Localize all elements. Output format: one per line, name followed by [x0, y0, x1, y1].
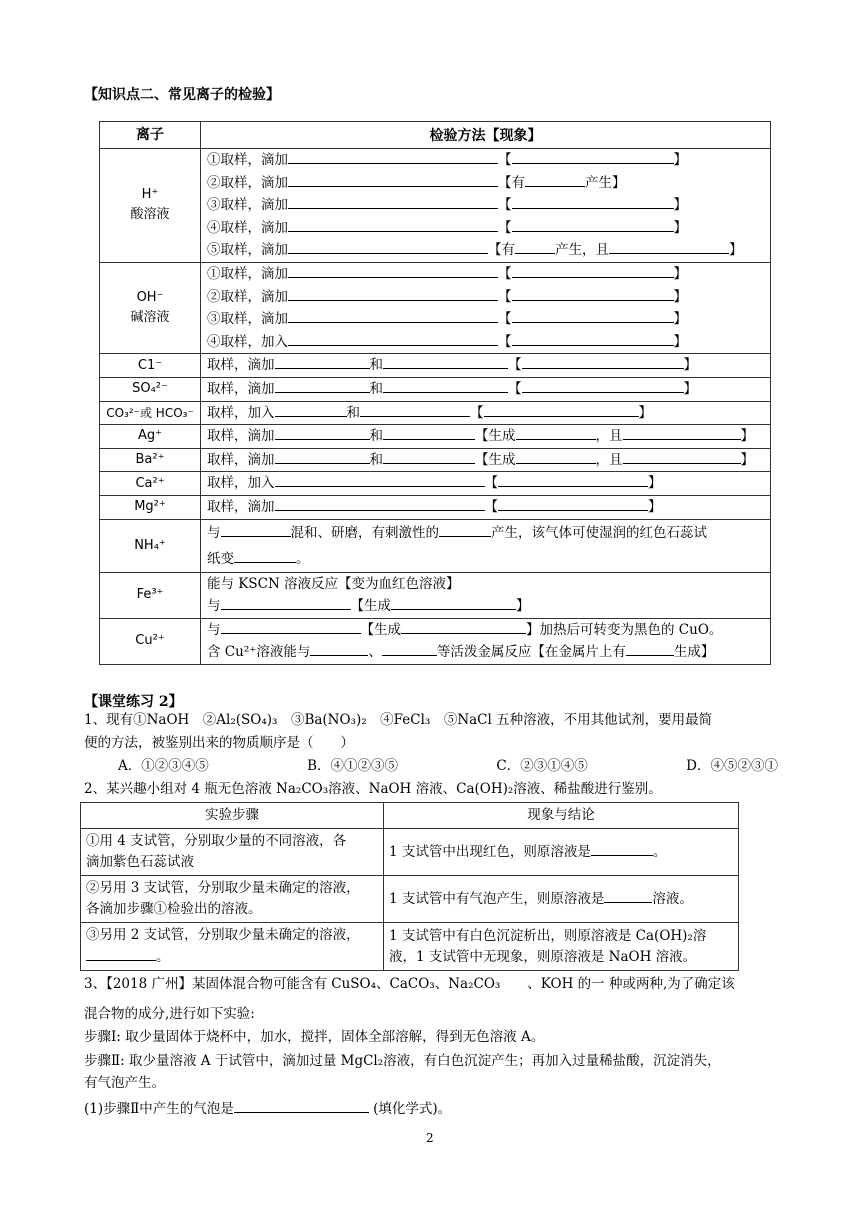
text: ④取样，加入 — [207, 333, 288, 350]
text: 1 支试管中出现红色，则原溶液是 — [389, 844, 591, 860]
text: 、 — [368, 644, 382, 661]
text: 】 — [673, 311, 687, 328]
text: 【生成 — [475, 428, 516, 445]
q3-sub1 — [84, 1098, 451, 1119]
blank[interactable] — [275, 496, 485, 511]
text: 【 — [498, 219, 512, 236]
text: 】 — [729, 242, 743, 259]
text: ①用 4 支试管，分别取少量的不同溶液，各 — [86, 833, 347, 849]
blank[interactable] — [516, 425, 596, 440]
header-result: 现象与结论 — [384, 803, 739, 829]
text: 【 — [484, 498, 498, 515]
method-cell — [201, 262, 771, 353]
table-row — [100, 495, 771, 519]
method-cell — [201, 572, 771, 618]
blank[interactable] — [221, 595, 351, 610]
text: 。 — [156, 949, 170, 965]
text: 产生，且 — [555, 242, 609, 259]
text: 能与 KSCN 溶液反应【变为血红色溶液】 — [207, 575, 460, 592]
blank[interactable] — [288, 172, 498, 187]
blank[interactable] — [275, 425, 370, 440]
text: 【 — [498, 311, 512, 328]
text: ①取样，滴加 — [207, 152, 288, 168]
table-header-row — [100, 122, 771, 149]
blank[interactable] — [512, 263, 674, 278]
text: ，且 — [595, 451, 623, 468]
text: 取样，加入 — [207, 404, 275, 421]
text: 【 — [498, 288, 512, 305]
ion-cell: Fe³⁺ — [100, 572, 201, 618]
table-row — [100, 262, 771, 353]
method-cell — [201, 149, 771, 263]
option-b[interactable]: B．④①②③⑤ — [307, 758, 399, 774]
blank[interactable] — [391, 595, 516, 610]
ion-cell — [100, 262, 201, 353]
blank[interactable] — [515, 239, 555, 254]
q2-line1: 2、某兴趣小组对 4 瓶无色溶液 Na₂CO₃溶液、NaOH 溶液、Ca(OH)₂溶液、稀盐酸进行鉴别。 — [84, 781, 662, 797]
blank[interactable] — [383, 378, 508, 393]
blank[interactable] — [512, 308, 674, 323]
text: 】 — [683, 357, 697, 374]
blank[interactable] — [221, 619, 361, 634]
text: 【 — [498, 197, 512, 214]
ion-cell: Mg²⁺ — [100, 495, 201, 519]
result-cell — [384, 876, 739, 923]
method-cell — [201, 401, 771, 425]
blank[interactable] — [516, 449, 596, 464]
result-cell — [384, 923, 739, 971]
blank[interactable] — [382, 641, 437, 656]
text: 【 — [498, 152, 512, 168]
text: 【有 — [488, 242, 515, 259]
ion-symbol: H⁺ — [141, 187, 159, 203]
q3-step1: 步骤Ⅰ: 取少量固体于烧杯中，加水，搅拌，固体全部溶解，得到无色溶液 A。 — [84, 1029, 545, 1045]
blank[interactable] — [288, 239, 488, 254]
text: 】 — [638, 404, 652, 421]
text: 【 — [508, 357, 522, 374]
blank[interactable] — [275, 472, 485, 487]
option-a[interactable]: A．①②③④⑤ — [118, 758, 209, 774]
table-row — [100, 401, 771, 425]
text: ②取样，滴加 — [207, 174, 288, 191]
text: 溶液。 — [652, 891, 693, 907]
blank[interactable] — [288, 286, 498, 301]
ion-symbol: OH⁻ — [136, 290, 164, 306]
table-row — [100, 149, 771, 263]
blank[interactable] — [623, 425, 741, 440]
text: 【 — [508, 380, 522, 397]
text: 含 Cu²⁺溶液能与 — [207, 644, 311, 661]
text: 取样，加入 — [207, 475, 275, 492]
text: 液，1 支试管中无现象，则原溶液是 NaOH 溶液。 — [389, 948, 697, 965]
blank[interactable] — [288, 194, 498, 209]
text: 。 — [652, 844, 667, 860]
text: 】 — [673, 333, 687, 350]
text: 生成】 — [673, 644, 715, 661]
experiment-table — [80, 802, 739, 971]
text: 【 — [498, 265, 512, 282]
blank[interactable] — [512, 149, 674, 164]
blank[interactable] — [512, 217, 674, 232]
option-d[interactable]: D．④⑤②③① — [686, 758, 778, 774]
blank[interactable] — [522, 354, 684, 369]
text: (1)步骤Ⅱ中产生的气泡是 — [84, 1101, 234, 1117]
ion-cell: Cu²⁺ — [100, 618, 201, 664]
text: 与 — [207, 598, 221, 615]
q3-step2a: 步骤Ⅱ: 取少量溶液 A 于试管中，滴加过量 MgCl₂溶液，有白色沉淀产生；再加入过量稀盐酸，沉淀消失， — [84, 1053, 721, 1069]
blank[interactable] — [383, 354, 508, 369]
table-row — [100, 377, 771, 401]
header-ion: 离子 — [100, 122, 201, 149]
section-title-ion-tests: 【知识点二、常见离子的检验】 — [84, 87, 280, 103]
text: 与 — [207, 621, 221, 638]
text: 和 — [369, 428, 383, 445]
text: 取样，滴加 — [207, 357, 275, 374]
text: ②另用 3 支试管，分别取少量未确定的溶液， — [86, 880, 360, 896]
text: 【 — [484, 475, 498, 492]
method-cell — [201, 377, 771, 401]
text: 】 — [673, 219, 687, 236]
table-row — [81, 829, 739, 876]
table-row — [100, 425, 771, 449]
text: 【生成 — [360, 621, 401, 638]
blank[interactable] — [626, 641, 674, 656]
ion-cell: Ag⁺ — [100, 425, 201, 449]
text: 各滴加步骤①检验出的溶液。 — [86, 901, 262, 917]
text: 】 — [673, 265, 687, 282]
q1-line2: 便的方法，被鉴别出来的物质顺序是（ ） — [84, 735, 354, 751]
blank[interactable] — [512, 194, 674, 209]
table-row — [81, 923, 739, 971]
text: ①取样，滴加 — [207, 265, 288, 282]
ion-desc: 酸溶液 — [130, 207, 170, 223]
text: 1 支试管中有白色沉淀析出，则原溶液是 Ca(OH)₂溶 — [389, 927, 707, 944]
method-cell — [201, 354, 771, 378]
ion-cell: Ba²⁺ — [100, 448, 201, 472]
ion-cell: SO₄²⁻ — [100, 377, 201, 401]
text: 纸变 — [207, 550, 234, 567]
blank[interactable] — [401, 619, 526, 634]
text: ，且 — [595, 428, 623, 445]
text: 】 — [648, 498, 662, 515]
text: 】 — [516, 598, 530, 615]
text: ②取样，滴加 — [207, 288, 288, 305]
text: 和 — [369, 451, 383, 468]
text: 】 — [648, 475, 662, 492]
text: 【生成 — [350, 598, 391, 615]
header-step: 实验步骤 — [81, 803, 384, 829]
ion-cell — [100, 149, 201, 263]
text: 】 — [740, 428, 754, 445]
blank[interactable] — [498, 496, 648, 511]
blank[interactable] — [275, 378, 370, 393]
ion-cell: CO₃²⁻或 HCO₃⁻ — [100, 401, 201, 425]
blank[interactable] — [275, 402, 347, 417]
section-title-practice: 【课堂练习 2】 — [84, 694, 183, 710]
method-cell — [201, 495, 771, 519]
blank[interactable] — [383, 425, 475, 440]
text: 产生】 — [585, 174, 626, 191]
text: 】 — [740, 451, 754, 468]
blank[interactable] — [221, 522, 291, 537]
text: ③取样，滴加 — [207, 311, 288, 328]
blank[interactable] — [522, 378, 684, 393]
blank[interactable] — [484, 402, 639, 417]
ion-test-table — [99, 121, 771, 665]
blank[interactable] — [383, 449, 475, 464]
ion-cell: Ca²⁺ — [100, 472, 201, 496]
blank[interactable] — [234, 548, 296, 563]
q3-step2b: 有气泡产生。 — [84, 1075, 165, 1091]
table-row — [100, 618, 771, 664]
blank[interactable] — [609, 239, 729, 254]
table-row — [100, 472, 771, 496]
text: (填化学式)。 — [368, 1101, 452, 1117]
text: 混和、研磨，有刺激性的 — [290, 524, 439, 541]
text: ③另用 2 支试管，分别取少量未确定的溶液， — [86, 927, 360, 943]
text: 1 支试管中有气泡产生，则原溶液是 — [389, 891, 605, 907]
table-row — [100, 519, 771, 572]
text: 】 — [673, 288, 687, 305]
answer-blank[interactable] — [234, 1098, 369, 1113]
method-cell — [201, 425, 771, 449]
text: 取样，滴加 — [207, 428, 275, 445]
blank[interactable] — [288, 308, 498, 323]
ion-cell: NH₄⁺ — [100, 519, 201, 572]
page-number: 2 — [426, 1131, 434, 1145]
q3-line2: 混合物的成分,进行如下实验: — [84, 1006, 255, 1022]
ion-cell: C1⁻ — [100, 354, 201, 378]
step-cell — [81, 923, 384, 971]
text: 【生成 — [475, 451, 516, 468]
text: 和 — [346, 404, 360, 421]
ion-desc: 碱溶液 — [130, 310, 170, 326]
table-header-row — [81, 803, 739, 829]
text: 取样，滴加 — [207, 451, 275, 468]
text: ④取样，滴加 — [207, 219, 288, 236]
text: 。 — [296, 550, 310, 567]
blank[interactable] — [288, 263, 498, 278]
blank[interactable] — [512, 331, 674, 346]
text: 【 — [470, 404, 484, 421]
table-row — [100, 572, 771, 618]
blank[interactable] — [604, 888, 652, 903]
text: 取样，滴加 — [207, 498, 275, 515]
blank[interactable] — [86, 946, 156, 961]
text: 】 — [673, 152, 687, 168]
text: ③取样，滴加 — [207, 197, 288, 214]
method-cell — [201, 448, 771, 472]
table-row — [81, 876, 739, 923]
blank[interactable] — [288, 217, 498, 232]
result-cell — [384, 829, 739, 876]
blank[interactable] — [310, 641, 368, 656]
blank[interactable] — [512, 286, 674, 301]
text: 滴加紫色石蕊试液 — [86, 854, 194, 870]
method-cell — [201, 519, 771, 572]
blank[interactable] — [498, 472, 648, 487]
text: 【有 — [498, 174, 525, 191]
text: 与 — [207, 524, 221, 541]
blank[interactable] — [623, 449, 741, 464]
blank[interactable] — [591, 841, 653, 856]
q1-line1: 1、现有①NaOH ②Al₂(SO₄)₃ ③Ba(NO₃)₂ ④FeCl₃ ⑤NaCl 五种溶液，不用其他试剂，要用最简 — [84, 712, 713, 728]
text: 和 — [369, 357, 383, 374]
blank[interactable] — [275, 449, 370, 464]
blank[interactable] — [275, 354, 370, 369]
q1-options — [118, 757, 778, 776]
option-c[interactable]: C．②③①④⑤ — [496, 758, 588, 774]
text: 产生，该气体可使湿润的红色石蕊试 — [491, 524, 707, 541]
text: 和 — [369, 380, 383, 397]
blank[interactable] — [525, 172, 585, 187]
step-cell — [81, 829, 384, 876]
text: 】加热后可转变为黑色的 CuO。 — [526, 621, 723, 638]
step-cell — [81, 876, 384, 923]
blank[interactable] — [288, 149, 498, 164]
text: 取样，滴加 — [207, 380, 275, 397]
table-row — [100, 354, 771, 378]
table-row — [100, 448, 771, 472]
method-cell — [201, 618, 771, 664]
method-cell — [201, 472, 771, 496]
blank[interactable] — [439, 522, 491, 537]
text: ⑤取样，滴加 — [207, 242, 288, 259]
text: 】 — [673, 197, 687, 214]
q3-line1: 3、【2018 广州】某固体混合物可能含有 CuSO₄、CaCO₃、Na₂CO₃ 、KOH 的一 种或两种,为了确定该 — [84, 976, 735, 992]
text: 】 — [683, 380, 697, 397]
header-method: 检验方法【现象】 — [201, 122, 771, 149]
blank[interactable] — [360, 402, 470, 417]
text: 等活泼金属反应【在金属片上有 — [436, 644, 626, 661]
blank[interactable] — [288, 331, 498, 346]
text: 【 — [498, 333, 512, 350]
